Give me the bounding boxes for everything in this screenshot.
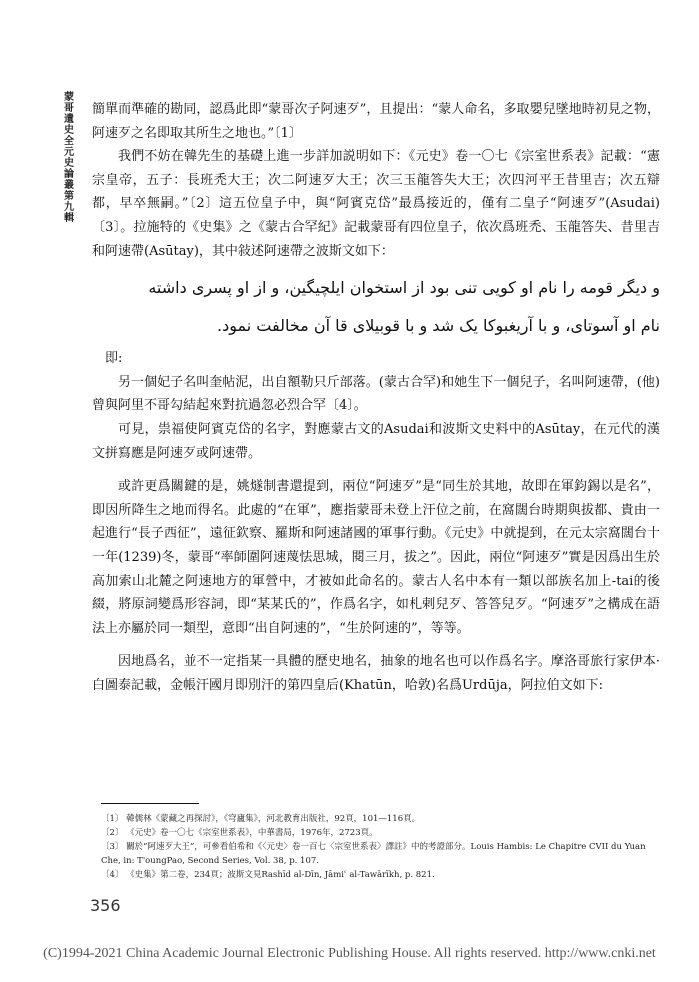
footnote: 〔1〕 韓儒林《蒙藏之再探討》，《穹廬集》，河北教育出版社，92頁，101—116頁。 [101, 814, 421, 824]
paragraph: 我們不妨在韓先生的基礎上進一步詳加説明如下：《元史》卷一〇七《宗室世系表》記載：“憲宗皇帝，五子：長班禿大王；次二阿速歹大王；次三玉龍答失大王；次四河平王昔里吉；次五辯都，早卒無嗣。”〔2〕這五位皇子中，與“阿賓克岱”最爲接近的，僅有二皇子“阿速歹”(Asudai)〔3〕。拉施特的《史集》之《蒙古合罕紀》記載蒙哥有四位皇子，依次爲班禿、玉龍答失、昔里吉和阿速帶(Asūtay)，其中敍述阿速帶之波斯文如下： [92, 149, 660, 259]
arabic-line: و دیگر قومه را نام او کویی تنی بود از استخوان ایلچیگین، و از او پسری داشته [148, 278, 660, 298]
arabic-line: نام او آسوتای، و با آریغبوکا یک شد و با قوبیلای قا آن مخالفت نمود. [217, 316, 660, 336]
running-head: 蒙哥遺史全元史論叢 第九輯 [64, 92, 74, 224]
footnote: 〔4〕 《史集》第二卷，234頁；波斯文見Rashīd al-Dīn, Jāmiʿ al-Tawārīkh, p. 821. [101, 870, 435, 880]
footnotes [101, 812, 658, 882]
paragraph: 因地爲名，並不一定指某一具體的歷史地名，抽象的地名也可以作爲名字。摩洛哥旅行家伊本·白圖泰記載，金帳汗國月即別汗的第四皇后(Khatūn，哈敦)名爲Urdūja，阿拉伯文如下: [92, 654, 660, 693]
translation-label: 即: [105, 351, 123, 367]
footnote: 〔2〕 《元史》卷一〇七《宗室世系表》，中華書局，1976年，2723頁。 [101, 828, 378, 838]
paragraph: 簡單而準確的勘同，認爲此即“蒙哥次子阿速歹”，且提出：“蒙人命名，多取嬰兒墜地時初見之物，阿速歹之名即取其所生之地也。”〔1〕 [92, 102, 660, 141]
paragraph: 可見，祟福使阿賓克岱的名字，對應蒙古文的Asudai和波斯文史料中的Asūtay，在元代的漢文拼寫應是阿速歹或阿速帶。 [92, 421, 660, 461]
footnote: 〔3〕 關於“阿速歹大王”，可參看伯希和《〈元史〉卷一百七〈宗室世系表〉譯註》中的考證部分。Louis Hambis: Le Chapitre CVII du Yuan Che, in: T'oungPao, Second Series, Vol. 38, p. 107. [101, 842, 646, 866]
paragraph: 或許更爲關鍵的是，姚燧制書還提到，兩位“阿速歹”是“同生於其地，故即在軍鈞錫以是名”，即因所降生之地而得名。此處的“在軍”，應指蒙哥未登上汗位之前，在窩闊台時期與拔都、貴由一起進行“長子西征”，遠征欽察、羅斯和阿速諸國的軍事行動。《元史》中就提到，在元太宗窩闊台十一年(1239)冬，蒙哥“率師圍阿速蔑怯思城，閱三月，拔之”。因此，兩位“阿速歹”實是因爲出生於高加索山北麓之阿速地方的軍營中，才被如此命名的。蒙古人名中本有一類以部族名加上-tai的後綴，將原詞變爲形容詞，即“某某氏的”，作爲名字，如札剌兒歹、答答兒歹。“阿速歹”之構成在語法上亦屬於同一類型，意即“出自阿速的”，“生於阿速的”，等等。 [92, 479, 660, 636]
main-text [92, 98, 660, 697]
footnote-divider [101, 803, 199, 804]
arabic-quote [92, 269, 660, 345]
paragraph: 另一個妃子名叫奎帖泥，出自額勒只斤部落。(蒙古合罕)和她生下一個兒子，名叫阿速帶，(他)曾與阿里不哥勾結起來對抗過忽必烈合罕〔4〕。 [92, 374, 660, 414]
page-number: 356 [90, 896, 121, 915]
copyright-watermark: (C)1994-2021 China Academic Journal Electronic Publishing House. All rights reserved. http://www.cnki.net [43, 946, 656, 961]
